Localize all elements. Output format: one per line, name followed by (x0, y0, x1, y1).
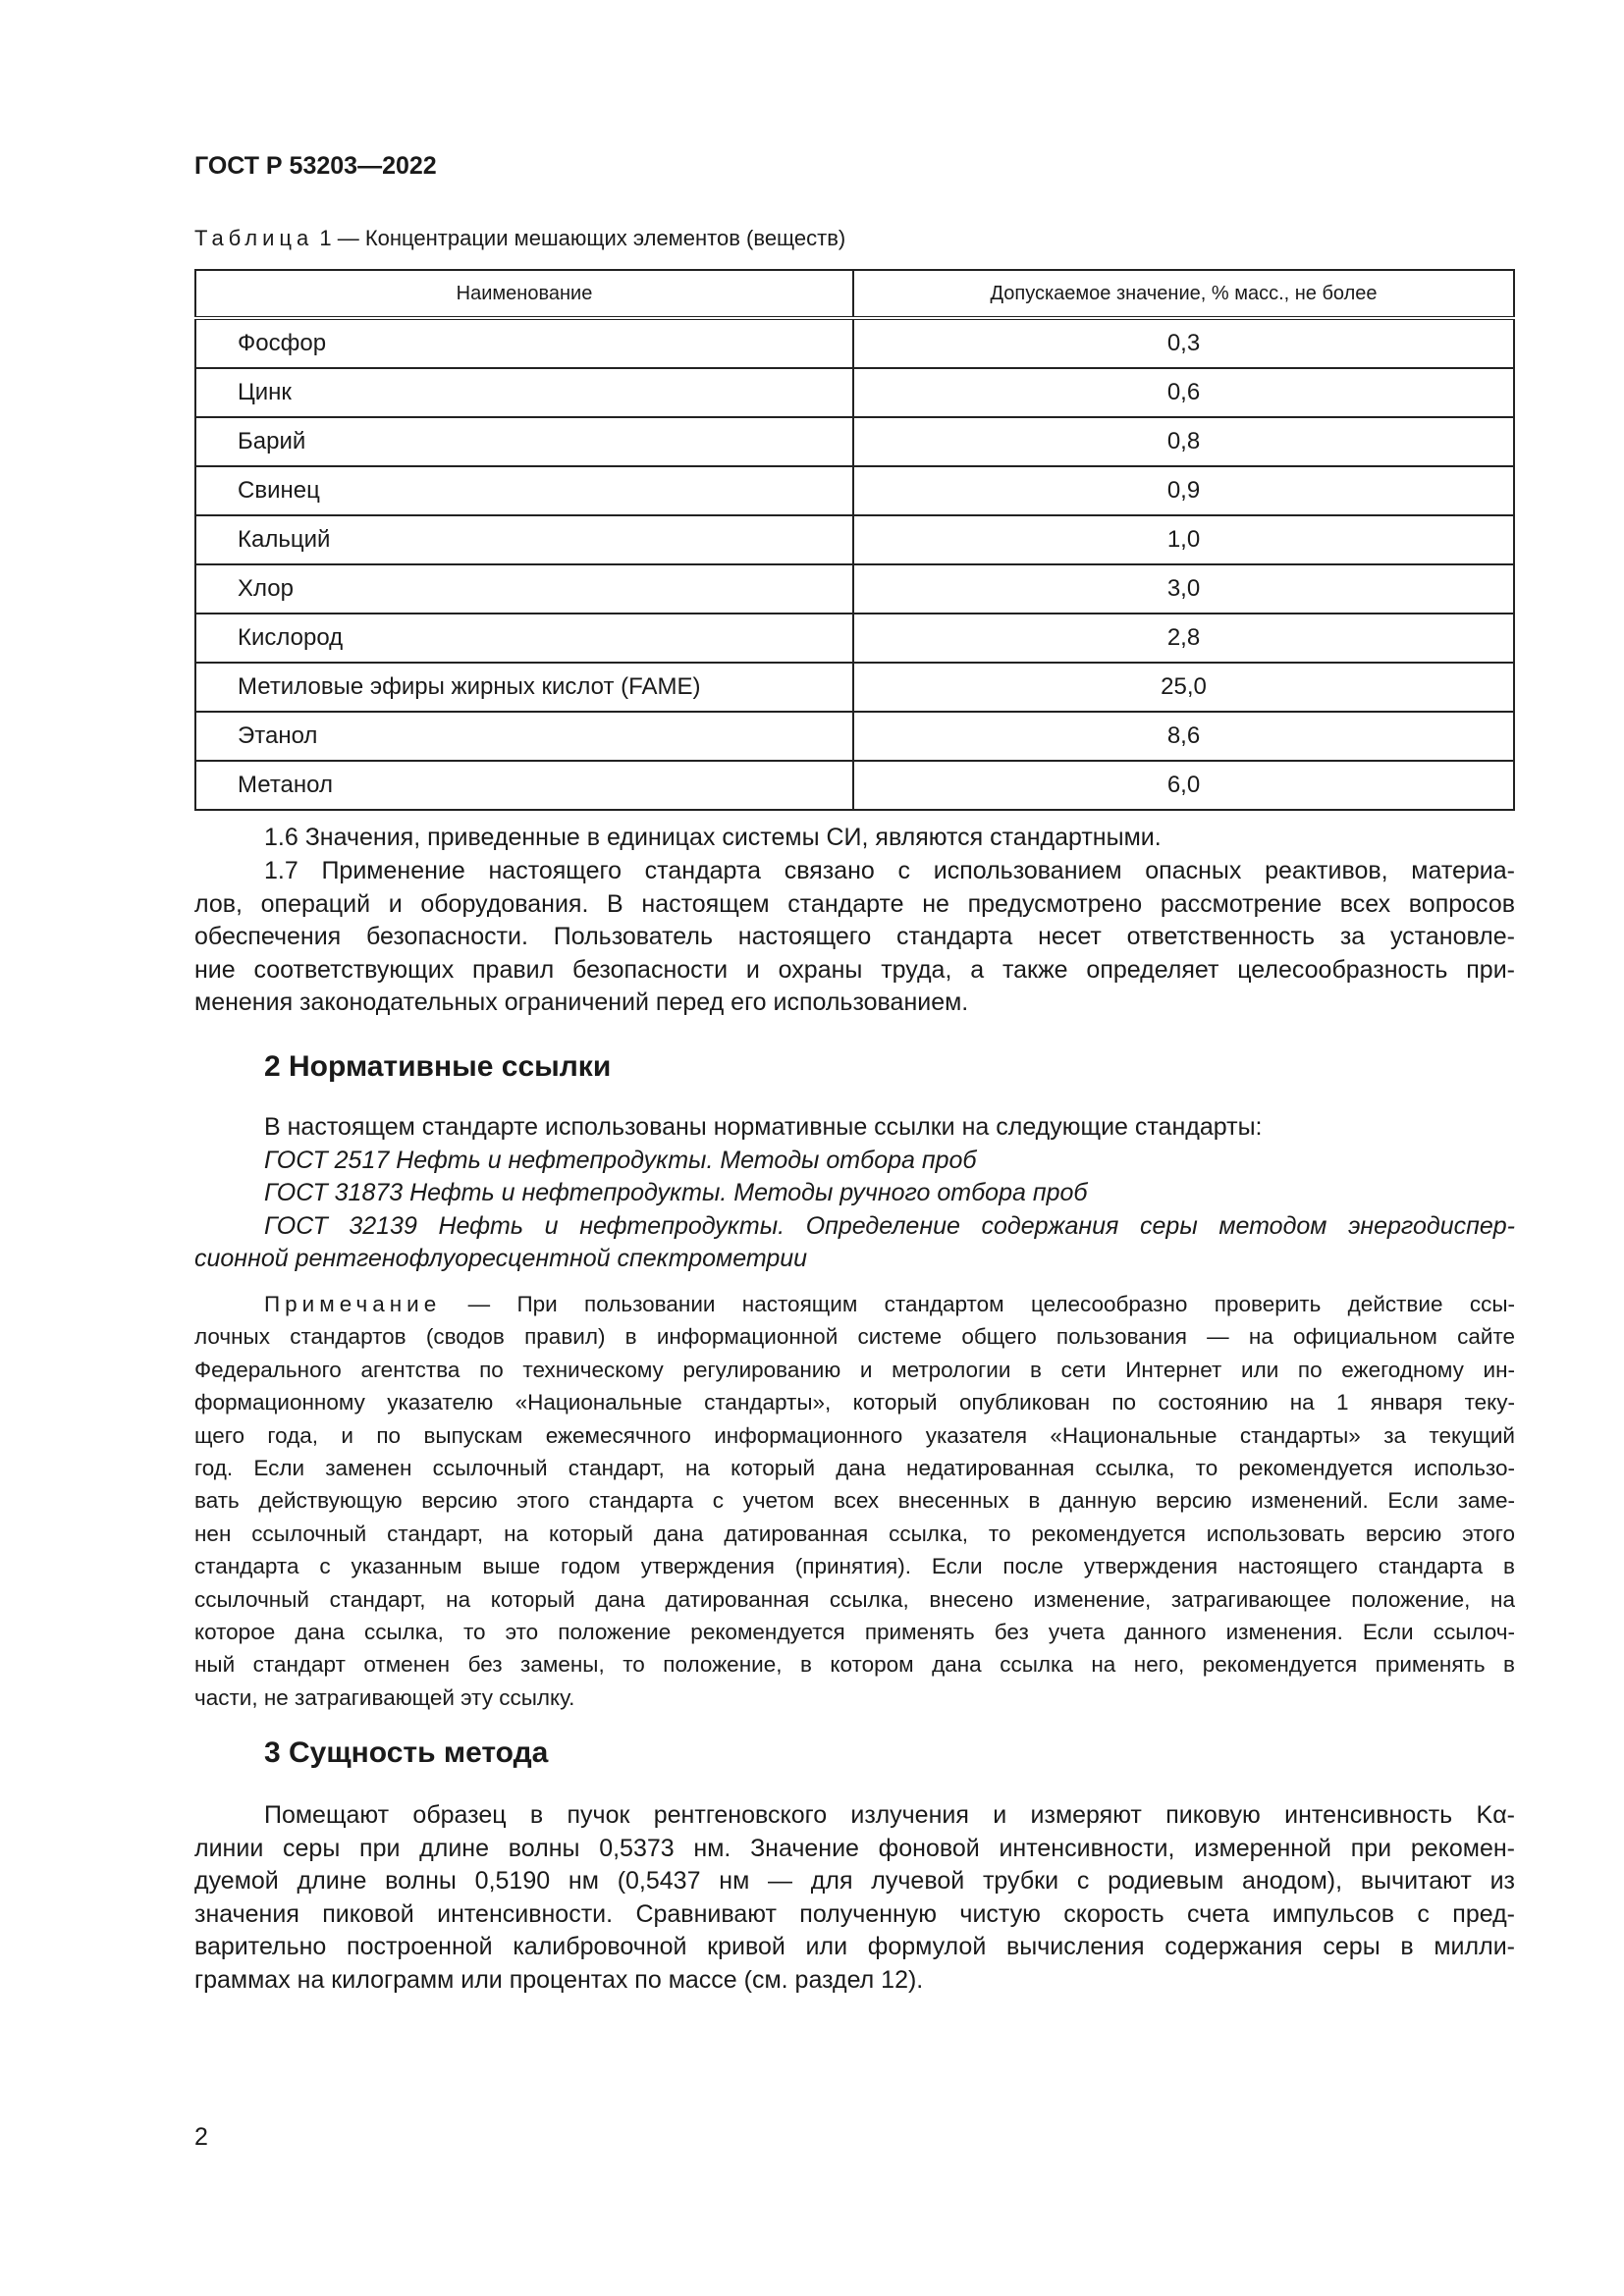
substance-name: Свинец (195, 466, 853, 515)
section-2-heading: 2 Нормативные ссылки (264, 1050, 612, 1083)
table-row (195, 417, 1514, 466)
substance-name: Этанол (195, 712, 853, 761)
note-line: стандарта с указанным выше годом утверждения (принятия). Если после утверждения настоящего стандарта в (194, 1554, 1515, 1579)
section-3-heading: 3 Сущность метода (264, 1736, 549, 1769)
table-caption (194, 226, 845, 251)
normative-reference: ГОСТ 32139 Нефть и нефтепродукты. Определение содержания серы методом энергодиспер- (264, 1211, 1515, 1240)
note-line: формационному указателю «Национальные стандарты», который опубликован по состоянию на 1 января теку- (194, 1390, 1515, 1415)
interfering-elements-table (194, 269, 1515, 811)
allowed-value: 0,6 (853, 368, 1514, 417)
substance-name: Метанол (195, 761, 853, 810)
note-line: которое дана ссылка, то это положение рекомендуется применять без учета данного изменения. Если ссылоч- (194, 1620, 1515, 1644)
document-id: ГОСТ Р 53203—2022 (194, 152, 437, 180)
paragraph-1-7-line: 1.7 Применение настоящего стандарта связано с использованием опасных реактивов, материа- (264, 857, 1515, 884)
note-label: Примечание (264, 1292, 442, 1316)
table-caption-prefix: Таблица (194, 226, 314, 250)
method-paragraph-line: Помещают образец в пучок рентгеновского излучения и измеряют пиковую интенсивность Kα- (264, 1801, 1515, 1829)
table-row (195, 712, 1514, 761)
column-header-name: Наименование (195, 270, 853, 318)
page-number: 2 (194, 2123, 208, 2151)
method-paragraph-line: граммах на килограмм или процентах по массе (см. раздел 12). (194, 1966, 924, 1994)
note-line: лочных стандартов (сводов правил) в информационной системе общего пользования — на официальном сайте (194, 1324, 1515, 1350)
allowed-value: 0,8 (853, 417, 1514, 466)
substance-name: Метиловые эфиры жирных кислот (FAME) (195, 663, 853, 712)
allowed-value: 1,0 (853, 515, 1514, 564)
method-paragraph-line: варительно построенной калибровочной кривой или формулой вычисления содержания серы в милли- (194, 1933, 1515, 1961)
paragraph-1-6: 1.6 Значения, приведенные в единицах системы СИ, являются стандартными. (264, 824, 1162, 851)
column-header-value: Допускаемое значение, % масс., не более (853, 270, 1514, 318)
note-line (264, 1288, 1515, 1321)
references-intro: В настоящем стандарте использованы нормативные ссылки на следующие стандарты: (264, 1113, 1263, 1141)
table-row (195, 761, 1514, 810)
allowed-value: 3,0 (853, 564, 1514, 614)
note-line: Федерального агентства по техническому регулированию и метрологии в сети Интернет или по ежегодному ин- (194, 1357, 1515, 1382)
paragraph-1-7-line: ние соответствующих правил безопасности и охраны труда, а также определяет целесообразность при- (194, 955, 1515, 984)
table-row (195, 663, 1514, 712)
substance-name: Кислород (195, 614, 853, 663)
substance-name: Цинк (195, 368, 853, 417)
note-line: нен ссылочный стандарт, на который дана датированная ссылка, то рекомендуется использовать версию этого (194, 1521, 1515, 1546)
substance-name: Фосфор (195, 318, 853, 368)
table-row (195, 564, 1514, 614)
paragraph-1-7-line: лов, операций и оборудования. В настоящем стандарте не предусмотрено рассмотрение всех вопросов (194, 889, 1515, 918)
note-line: части, не затрагивающей эту ссылку. (194, 1684, 575, 1710)
note-text: — При пользовании настоящим стандартом целесообразно проверить действие ссы- (441, 1292, 1515, 1316)
table-header-row (195, 270, 1514, 318)
allowed-value: 2,8 (853, 614, 1514, 663)
table-caption-text: 1 — Концентрации мешающих элементов (веществ) (313, 226, 846, 250)
method-paragraph-line: линии серы при длине волны 0,5373 нм. Значение фоновой интенсивности, измеренной при рекомен- (194, 1834, 1515, 1862)
note-line: вать действующую версию этого стандарта с учетом всех внесенных в данную версию изменений. Если заме- (194, 1488, 1515, 1514)
allowed-value: 6,0 (853, 761, 1514, 810)
table-row (195, 515, 1514, 564)
allowed-value: 0,3 (853, 318, 1514, 368)
substance-name: Кальций (195, 515, 853, 564)
method-paragraph-line: значения пиковой интенсивности. Сравнивают полученную чистую скорость счета импульсов с пред- (194, 1899, 1515, 1928)
note-line: щего года, и по выпускам ежемесячного информационного указателя «Национальные стандарты» за текущий (194, 1422, 1515, 1448)
note-line: ный стандарт отменен без замены, то положение, в котором дана ссылка на него, рекомендуется применять в (194, 1652, 1515, 1678)
allowed-value: 0,9 (853, 466, 1514, 515)
note-line: год. Если заменен ссылочный стандарт, на который дана недатированная ссылка, то рекомендуется использо- (194, 1456, 1515, 1480)
normative-reference: ГОСТ 31873 Нефть и нефтепродукты. Методы ручного отбора проб (264, 1179, 1088, 1207)
normative-reference: сионной рентгенофлуоресцентной спектрометрии (194, 1245, 808, 1273)
note-line: ссылочный стандарт, на который дана датированная ссылка, внесено изменение, затрагивающее положение, на (194, 1586, 1515, 1612)
paragraph-1-7-line: обеспечения безопасности. Пользователь настоящего стандарта несет ответственность за установле- (194, 923, 1515, 951)
normative-reference: ГОСТ 2517 Нефть и нефтепродукты. Методы отбора проб (264, 1146, 977, 1174)
table-row (195, 318, 1514, 368)
substance-name: Хлор (195, 564, 853, 614)
method-paragraph-line: дуемой длине волны 0,5190 нм (0,5437 нм — для лучевой трубки с родиевым анодом), вычитают из (194, 1867, 1515, 1896)
allowed-value: 25,0 (853, 663, 1514, 712)
allowed-value: 8,6 (853, 712, 1514, 761)
table-row (195, 368, 1514, 417)
table-row (195, 614, 1514, 663)
paragraph-1-7-line: менения законодательных ограничений перед его использованием. (194, 988, 969, 1017)
table-row (195, 466, 1514, 515)
substance-name: Барий (195, 417, 853, 466)
